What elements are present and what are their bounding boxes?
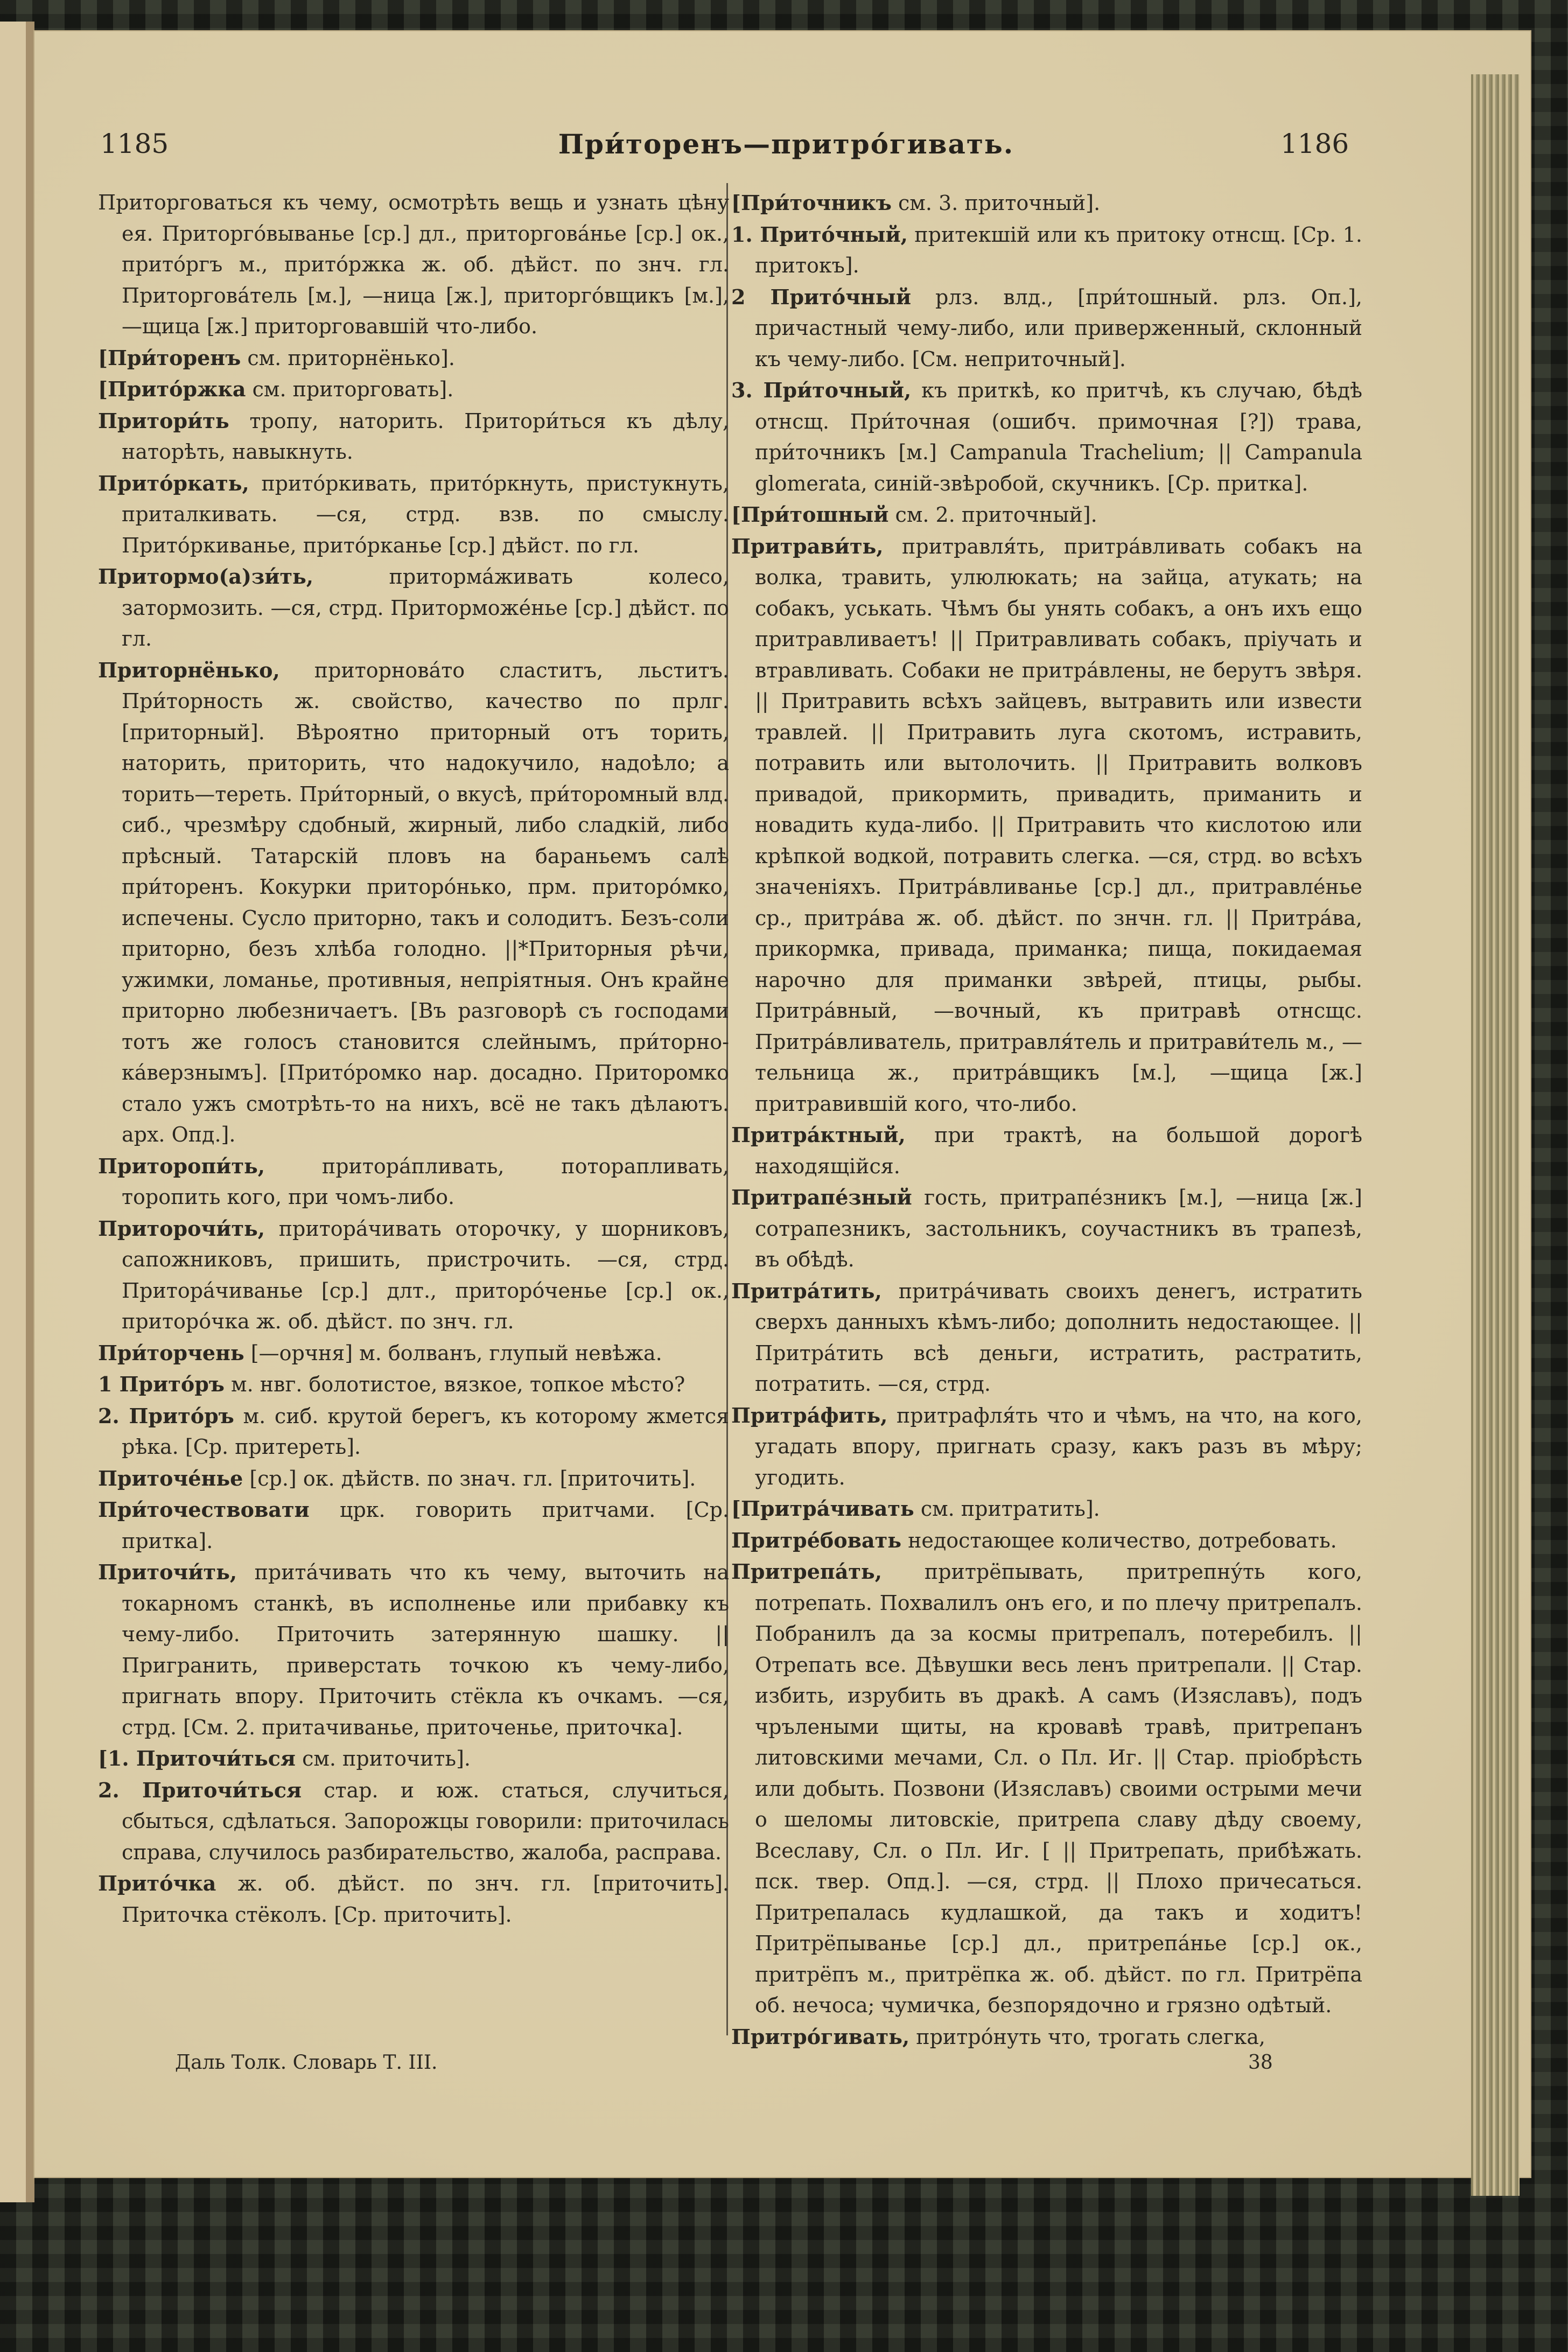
entry-headword: Притре́бовать bbox=[731, 1528, 901, 1552]
entry-headword: Притра́фить, bbox=[731, 1403, 888, 1427]
page-number-left: 1185 bbox=[100, 128, 169, 159]
entry-headword: [1. Приточи́ться bbox=[98, 1746, 296, 1770]
entry-definition: см. приторнёнько]. bbox=[247, 346, 455, 370]
column-right bbox=[731, 187, 1362, 2053]
entry-definition: при трактѣ, на большой дорогѣ находящійся. bbox=[755, 1123, 1362, 1178]
signature-mark: Даль Толк. Словарь Т. III. bbox=[175, 2052, 438, 2074]
entry-headword: [При́тошный bbox=[731, 502, 889, 527]
entry-headword: 2 Прито́чный bbox=[731, 284, 912, 309]
dictionary-entry bbox=[98, 374, 729, 405]
entry-headword: Притрапе́зный bbox=[731, 1185, 912, 1209]
entry-definition: см. приторговать]. bbox=[252, 377, 454, 401]
entry-definition: къ приткѣ, ко притчѣ, къ случаю, бѣдѣ отнсщ. При́точная (ошибч. примочная [?]) трава, при́точникъ [м.] Campanula Trachelium; || Campanula glomerata, синій-звѣробой, скучникъ. [Ср. притка]. bbox=[755, 379, 1362, 495]
entry-definition: притрёпывать, притрепну́ть кого, потрепать. Похвалилъ онъ его, и по плечу притрепалъ. Побранилъ да за космы притрепалъ, потеребилъ. || Отрепать все. Дѣвушки весь ленъ притрепали. || Стар. избить, изрубить въ дракѣ. А самъ (Изяславъ), подъ чрълеными щиты, на кровавѣ травѣ, притрепанъ литовскими мечами, Сл. о Пл. Иг. || Стар. пріобрѣсть или добыть. Позвони (Изяславъ) своими острыми мечи о шеломы литовскіе, притрепа славу дѣду своему, Всеславу, Сл. о Пл. Иг. [ || Притрепать, прибѣжать. пск. твер. Опд.]. —ся, стрд. || Плохо причесаться. Притрепалась кудлашкой, да такъ и ходитъ! Притрёпыванье [ср.] дл., притрепа́нье [ср.] ок., притрёпъ м., притрёпка ж. об. дѣйст. по гл. Притрёпа об. нечоса; чумичка, безпорядочно и грязно одѣтый. bbox=[755, 1560, 1362, 2017]
entry-headword: 1 Прито́ръ bbox=[98, 1372, 225, 1396]
dictionary-entry bbox=[731, 2021, 1362, 2053]
entry-definition: прито́ркивать, прито́ркнуть, пристукнуть, приталкивать. —ся, стрд. взв. по смыслу. Прито́ркиванье, прито́рканье [ср.] дѣйст. по гл. bbox=[122, 471, 729, 557]
entry-definition: рлз. влд., [при́тошный. рлз. Оп.], причастный чему-либо, или приверженный, склонный къ чему-либо. [См. неприточный]. bbox=[755, 285, 1363, 371]
signature-number: 38 bbox=[1248, 2052, 1273, 2074]
dictionary-entry bbox=[731, 1276, 1362, 1400]
entry-headword: Прито́чка bbox=[98, 1871, 216, 1895]
dictionary-entry bbox=[98, 1743, 729, 1775]
dictionary-entry bbox=[98, 1338, 729, 1369]
entry-definition: см. притратить]. bbox=[920, 1497, 1100, 1521]
dictionary-entry bbox=[98, 468, 729, 562]
dictionary-entry bbox=[98, 1401, 729, 1463]
dictionary-entry bbox=[98, 1213, 729, 1338]
entry-definition: гость, притрапе́зникъ [м.], —ница [ж.] сотрапезникъ, застольникъ, соучастникъ въ трапезѣ, въ обѣдѣ. bbox=[755, 1186, 1362, 1271]
dictionary-entry bbox=[98, 561, 729, 655]
dictionary-entry bbox=[731, 499, 1362, 531]
entry-definition: притора́чивать оторочку, у шорниковъ, сапожниковъ, пришить, пристрочить. —ся, стрд. Притора́чиванье [ср.] длт., приторо́ченье [ср.] ок., приторо́чка ж. об. дѣйст. по знч. гл. bbox=[122, 1216, 729, 1333]
column-left bbox=[98, 187, 729, 1930]
dictionary-entry bbox=[731, 531, 1362, 1120]
entry-headword: 3. При́точный, bbox=[731, 378, 912, 402]
entry-headword: Приточе́нье bbox=[98, 1466, 243, 1490]
dictionary-entry bbox=[98, 1494, 729, 1557]
entry-headword: [При́торенъ bbox=[98, 345, 241, 370]
dictionary-entry bbox=[731, 187, 1362, 219]
dictionary-entry bbox=[731, 1400, 1362, 1494]
entry-headword: [При́точникъ bbox=[731, 191, 892, 215]
entry-definition: ж. об. дѣйст. по знч. гл. [приточить]. Приточка стёколъ. [Ср. приточить]. bbox=[122, 1872, 729, 1927]
entry-headword: [Прито́ржка bbox=[98, 377, 246, 401]
dictionary-entry bbox=[98, 1775, 729, 1868]
dictionary-entry bbox=[731, 375, 1362, 499]
entry-definition: прита́чивать что къ чему, выточить на токарномъ станкѣ, въ исполненье или прибавку къ чему-либо. Приточить затерянную шашку. ||Пригранить, приверстать точкою къ чему-либо, пригнать впору. Приточить стёкла къ очкамъ. —ся, стрд. [См. 2. притачиванье, приточенье, приточка]. bbox=[122, 1560, 729, 1739]
dictionary-entry bbox=[731, 1493, 1362, 1525]
entry-definition: приторнова́то сластитъ, льститъ. При́торность ж. свойство, качество по прлг. [приторный]. Вѣроятно приторный отъ торить, наторить, приторить, что надокучило, надоѣло; а торить—тереть. При́торный, о вкусѣ, при́торомный влд. сиб., чрезмѣру сдобный, жирный, либо сладкій, либо прѣсный. Татарскій пловъ на бараньемъ салѣ при́торенъ. Кокурки приторо́нько, прм. приторо́мко, испечены. Сусло приторно, такъ и солодитъ. Безъ-соли приторно, безъ хлѣба голодно. ||*Приторныя рѣчи, ужимки, ломанье, противныя, непріятныя. Онъ крайне приторно любезничаетъ. [Въ разговорѣ съ господами тотъ же голосъ становится слейнымъ, при́торно-ка́верзнымъ]. [Прито́ромко нар. досадно. Приторомко стало ужъ смотрѣть-то на нихъ, всё не такъ дѣлаютъ. арх. Опд.]. bbox=[122, 658, 729, 1146]
entry-headword: Приторнёнько, bbox=[98, 657, 280, 682]
entry-definition: см. 2. приточный]. bbox=[895, 503, 1097, 527]
entry-definition: притравля́ть, притра́вливать собакъ на волка, травить, улюлюкать; на зайца, атукать; на собакъ, уськать. Чѣмъ бы унять собакъ, а онъ ихъ ещо притравливаетъ! || Притравливать собакъ, пріучать и втравливать. Собаки не притра́влены, не берутъ звѣря. || Притравить всѣхъ зайцевъ, вытравить или извести травлей. || Притравить луга скотомъ, истравить, потравить или вытолочить. || Притравить волковъ привадой, прикормить, привадить, приманить и новадить куда-либо. || Притравить что кислотою или крѣпкой водкой, потравить слегка. —ся, стрд. во всѣхъ значеніяхъ. Притра́вливанье [ср.] дл., притравле́нье ср., притра́ва ж. об. дѣйст. по знчн. гл. || Притра́ва, прикормка, привада, приманка; пища, покидаемая нарочно для приманки звѣрей, птицы, рыбы. Притра́вный, —вочный, къ притравѣ отнсщс. Притра́вливатель, притравля́тель и притрави́тель м., —тельница ж., притра́вщикъ [м.], —щица [ж.] притравившій кого, что-либо. bbox=[755, 534, 1362, 1116]
entry-headword: Притра́ктный, bbox=[731, 1123, 906, 1147]
entry-headword: Приторопи́ть, bbox=[98, 1153, 265, 1178]
entry-headword: При́точествовати bbox=[98, 1497, 310, 1522]
entry-headword: Притро́гивать, bbox=[731, 2024, 910, 2049]
entry-definition: притора́пливать, поторапливать, торопить кого, при чомъ-либо. bbox=[122, 1154, 729, 1209]
entry-headword: Притрави́ть, bbox=[731, 534, 884, 558]
page-number-right: 1186 bbox=[1280, 128, 1349, 159]
dictionary-entry bbox=[731, 1119, 1362, 1182]
entry-headword: Притрепа́ть, bbox=[731, 1559, 882, 1584]
entry-definition: приторма́живать колесо, затормозить. —ся, стрд. Приторможе́нье [ср.] дѣйст. по гл. bbox=[122, 565, 729, 650]
dictionary-entry bbox=[98, 405, 729, 468]
entry-headword: 2. Прито́ръ bbox=[98, 1403, 234, 1428]
previous-page-edge bbox=[0, 22, 34, 2202]
dictionary-entry bbox=[98, 1463, 729, 1495]
entry-definition: тропу, наторить. Притори́ться къ дѣлу, наторѣть, навыкнуть. bbox=[122, 409, 729, 464]
entry-definition: см. 3. приточный]. bbox=[898, 191, 1101, 215]
page-stack-edges bbox=[1471, 74, 1520, 2196]
dictionary-entry bbox=[98, 1868, 729, 1930]
entry-definition: [ср.] ок. дѣйств. по знач. гл. [приточить]. bbox=[249, 1466, 696, 1490]
entry-definition: црк. говорить притчами. [Ср. притка]. bbox=[122, 1498, 729, 1553]
dictionary-entry bbox=[98, 655, 729, 1151]
entry-headword: 1. Прито́чный, bbox=[731, 222, 908, 247]
dictionary-entry bbox=[731, 1556, 1362, 2021]
dictionary-entry bbox=[98, 1557, 729, 1743]
dictionary-entry bbox=[731, 282, 1362, 375]
entry-headword: 2. Приточи́ться bbox=[98, 1777, 302, 1802]
entry-definition: м. сиб. крутой берегъ, къ которому жмется рѣка. [Ср. притереть]. bbox=[122, 1404, 729, 1459]
entry-headword: При́торчень bbox=[98, 1340, 244, 1365]
entry-headword: Притори́ть bbox=[98, 408, 229, 433]
dictionary-entry bbox=[731, 1182, 1362, 1276]
entry-definition: недостающее количество, дотребовать. bbox=[908, 1528, 1337, 1552]
entry-headword: [Притра́чивать bbox=[731, 1496, 914, 1521]
entry-headword: Притра́тить, bbox=[731, 1278, 882, 1303]
dictionary-entry bbox=[731, 1525, 1362, 1557]
entry-definition: притро́нуть что, трогать слегка, bbox=[916, 2025, 1266, 2049]
dictionary-entry bbox=[731, 219, 1362, 282]
entry-definition: стар. и юж. статься, случиться, сбыться, сдѣлаться. Запорожцы говорили: приточилась справа, случилось разбирательство, жалоба, расправа. bbox=[122, 1778, 729, 1864]
entry-headword: Прито́ркать, bbox=[98, 471, 249, 495]
entry-definition: [—орчня] м. болванъ, глупый невѣжа. bbox=[250, 1341, 662, 1365]
entry-headword: Притормо(а)зи́ть, bbox=[98, 564, 314, 589]
dictionary-entry bbox=[98, 1369, 729, 1401]
entry-definition: притрафля́ть что и чѣмъ, на что, на кого, угадать впору, пригнать сразу, какъ разъ въ мѣру; угодить. bbox=[755, 1403, 1362, 1489]
dictionary-entry bbox=[98, 1151, 729, 1213]
entry-definition: см. приточить]. bbox=[302, 1747, 471, 1770]
entry-definition: м. нвг. болотистое, вязкое, топкое мѣсто? bbox=[231, 1373, 685, 1396]
dictionary-entry bbox=[98, 342, 729, 374]
dictionary-entry bbox=[98, 187, 729, 342]
entry-definition: притра́чивать своихъ денегъ, истратить сверхъ данныхъ кѣмъ-либо; дополнить недостающее. || Притра́тить всѣ деньги, истратить, растратить, потратить. —ся, стрд. bbox=[755, 1279, 1362, 1396]
entry-headword: Приточи́ть, bbox=[98, 1560, 237, 1584]
entry-headword: Приторочи́ть, bbox=[98, 1216, 265, 1241]
entry-definition: Приторговаться къ чему, осмотрѣть вещь и узнать цѣну ея. Приторго́выванье [ср.] дл., приторгова́нье [ср.] ок., прито́ргъ м., прито́ржка ж. об. дѣйст. по знч. гл. Приторгова́тель [м.], —ница [ж.], приторго́вщикъ [м.], —щица [ж.] приторговавшій что-либо. bbox=[98, 191, 729, 338]
entry-definition: притекшій или къ притоку отнсщ. [Ср. 1. притокъ]. bbox=[755, 222, 1362, 277]
running-head: При́торенъ—притро́гивать. bbox=[558, 128, 1014, 160]
